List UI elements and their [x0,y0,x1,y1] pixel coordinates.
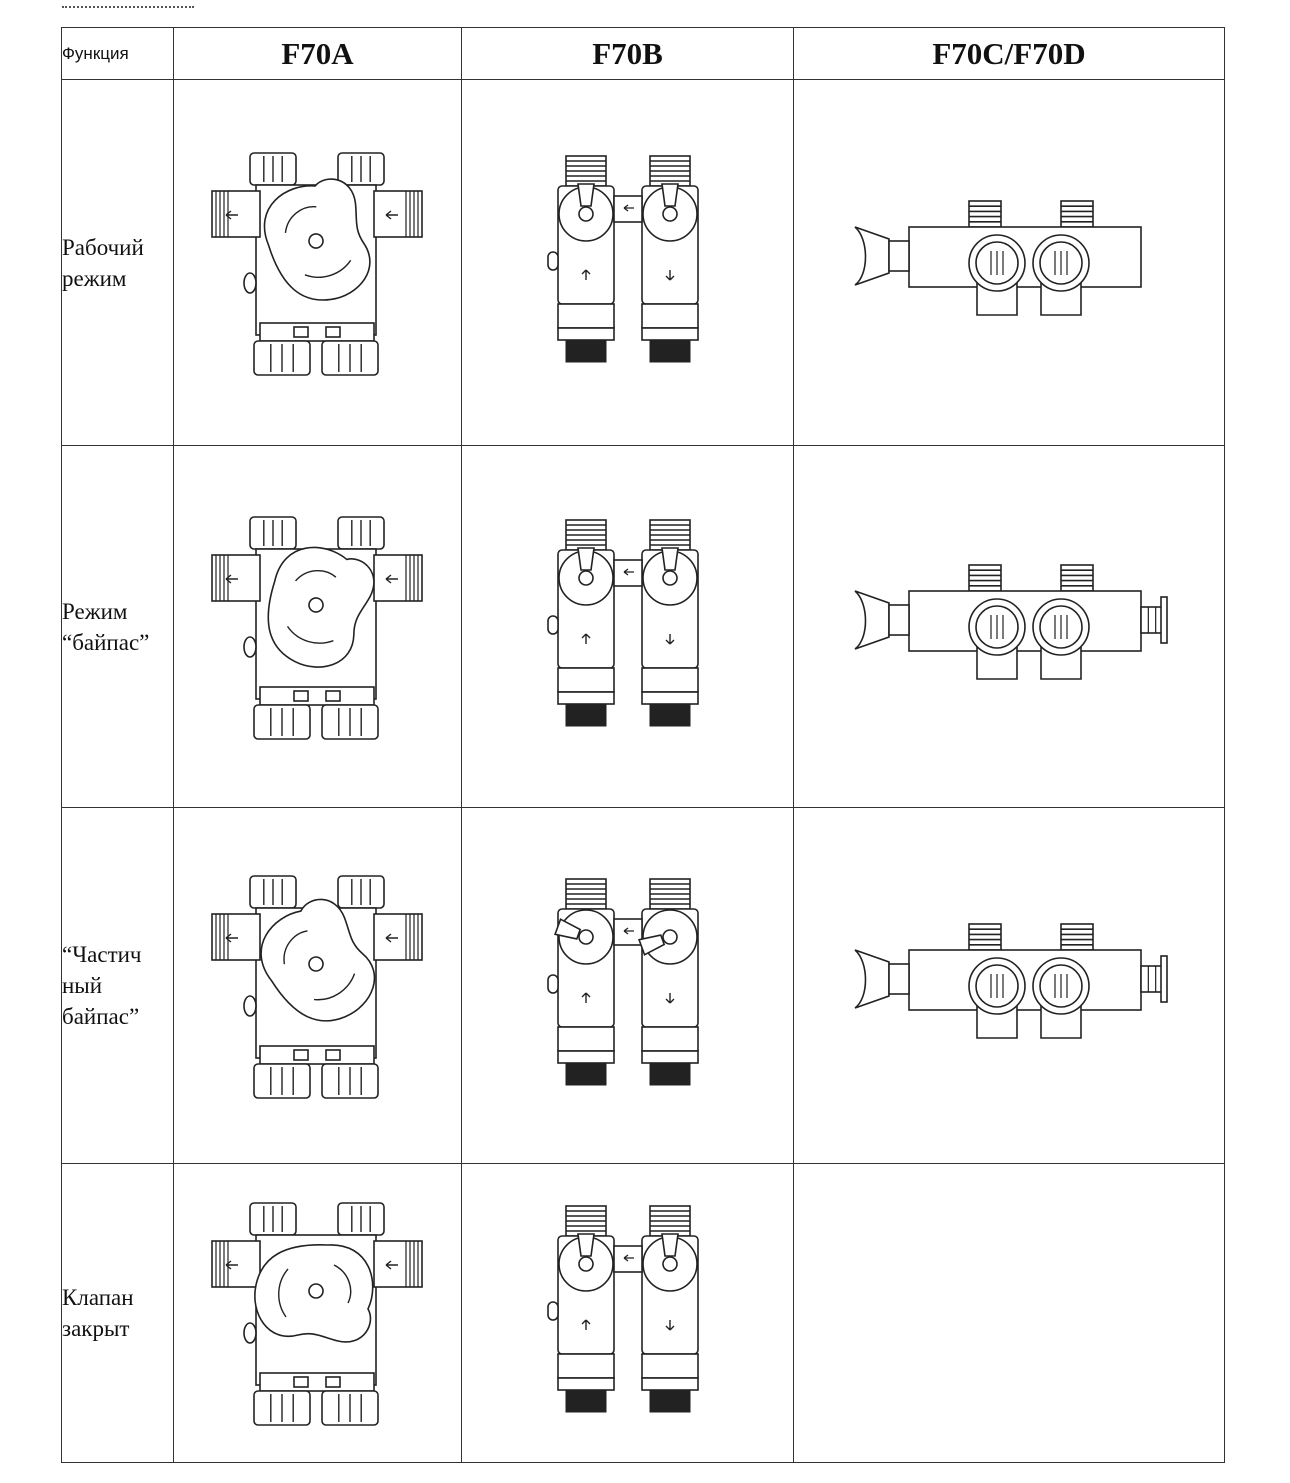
bypass-valve-modes-table [61,27,1225,1463]
row-label-bypass: Режим “байпас” [62,446,174,808]
header-model-f70c-f70d: F70C/F70D [794,28,1225,80]
header-model-f70a: F70A [174,28,462,80]
header-function: Функция [62,28,174,80]
f70b-valve-closed-icon [528,1198,728,1428]
f70a-valve-closed-icon [198,1193,438,1433]
f70a-valve-service-icon [198,143,438,383]
header-model-f70b: F70B [462,28,794,80]
table-row-closed [62,1164,1225,1463]
table-row-service [62,80,1225,446]
row-label-partial-bypass: “Частич ный байпас” [62,808,174,1164]
table-row-bypass [62,446,1225,808]
row-label-service: Рабочий режим [62,80,174,446]
table-row-partial-bypass [62,808,1225,1164]
f70c-valve-bypass-icon [849,557,1169,697]
cropped-top-text [62,0,194,8]
f70b-valve-service-icon [528,148,728,378]
f70b-valve-bypass-icon [528,512,728,742]
f70a-valve-bypass-icon [198,507,438,747]
f70b-valve-partial-bypass-icon [528,871,728,1101]
f70a-valve-partial-bypass-icon [198,866,438,1106]
f70c-valve-service-icon [849,193,1169,333]
empty-cell [794,1164,1225,1463]
row-label-closed: Клапан закрыт [62,1164,174,1463]
f70c-valve-partial-bypass-icon [849,916,1169,1056]
